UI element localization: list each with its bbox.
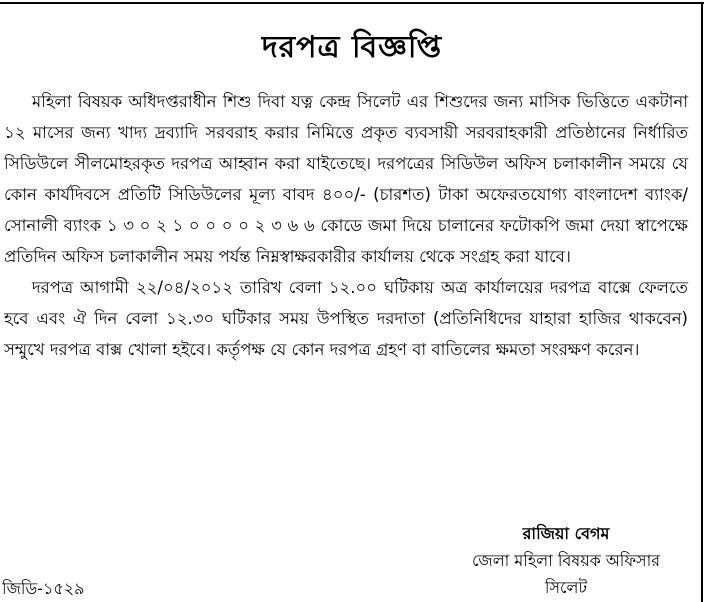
- notice-border-right: [701, 2, 703, 602]
- notice-border-top: [0, 2, 704, 4]
- signature-block: [446, 520, 686, 601]
- signatory-designation: জেলা মহিলা বিষয়ক অফিসার: [471, 551, 661, 570]
- notice-paragraph-1: মহিলা বিষয়ক অধিদপ্তরাধীন শিশু দিবা যত্ন কেন্দ্র সিলেট এর শিশুদের জন্য মাসিক ভিত্তিতে একটানা ১২ মাসের জন্য খাদ্য দ্রব্যাদি সরবরাহ করার নিমিত্তে প্রকৃত ব্যবসায়ী সরবরাহকারী প্রতিষ্ঠানের নির্ধারিত সিডিউলে সীলমোহরকৃত দরপত্র আহ্বান করা যাইতেছে। দরপত্রের সিডিউল অফিস চলাকালীন সময়ে যে কোন কার্যদিবসে প্রতিটি সিডিউলের মূল্য বাবদ ৪০০/- (চারশত) টাকা অফেরতযোগ্য বাংলাদেশ ব্যাংক/সোনালী ব্যাংক ১ ৩ ০ ২ ১ ০ ০ ০ ০ ২ ৩ ৬ ৬ কোডে জমা দিয়ে চালানের ফটোকপি জমা দেয়া স্বাপেক্ষে প্রতিদিন অফিস চলাকালীন সময় পর্যন্ত নিম্নস্বাক্ষরকারীর কার্যালয় থেকে সংগ্রহ করা যাবে।: [4, 92, 688, 266]
- signatory-location: সিলেট: [544, 578, 588, 597]
- notice-paragraph-2: দরপত্র আগামী ২২/০৪/২০১২ তারিখ বেলা ১২.০০ ঘটিকায় অত্র কার্যালয়ের দরপত্র বাক্সে ফেলতে হবে এবং ঐ দিন বেলা ১২.৩০ ঘটিকার সময় উপস্থিত দরদাতা (প্রতিনিধিদের যাহারা হাজির থাকবেন) সম্মুখে দরপত্র বাক্স খোলা হইবে। কর্তৃপক্ষ যে কোন দরপত্র গ্রহণ বা বাতিলের ক্ষমতা সংরক্ষণ করেন।: [4, 278, 688, 359]
- notice-body: [4, 86, 688, 365]
- reference-code: জিডি-১৫২৯: [2, 579, 85, 598]
- notice-title: দরপত্র বিজ্ঞপ্তি: [261, 30, 443, 65]
- signatory-name: রাজিয়া বেগম: [522, 524, 610, 543]
